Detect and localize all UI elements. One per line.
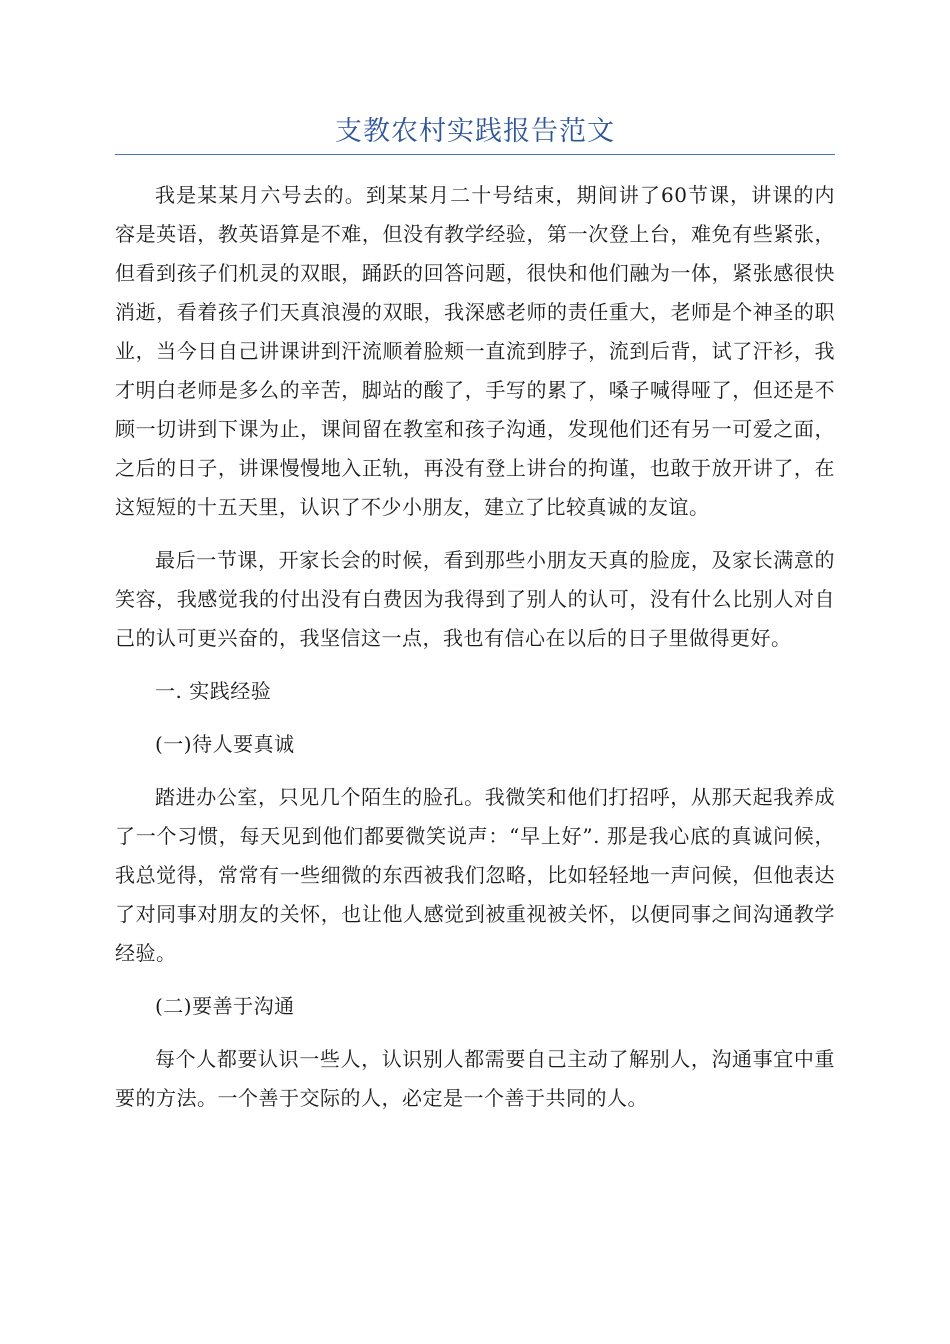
title-underline [115, 154, 835, 155]
document-body [115, 176, 835, 1118]
section-heading: 一. 实践经验 [155, 679, 272, 703]
document-title: 支教农村实践报告范文 [335, 116, 615, 147]
paragraph: 最后一节课，开家长会的时候，看到那些小朋友天真的脸庞，及家长满意的笑容，我感觉我的付出没有白费因为我得到了别人的认可，没有什么比别人对自己的认可更兴奋的，我坚信这一点，我也有信心在以后的日子里做得更好。 [115, 548, 835, 650]
paragraph: 每个人都要认识一些人，认识别人都需要自己主动了解别人，沟通事宜中重要的方法。一个善于交际的人，必定是一个善于共同的人。 [115, 1047, 835, 1110]
paragraph: 踏进办公室，只见几个陌生的脸孔。我微笑和他们打招呼，从那天起我养成了一个习惯，每天见到他们都要微笑说声：“早上好”. 那是我心底的真诚问候，我总觉得，常常有一些细微的东西被我们忽略，比如轻轻地一声问候，但他表达了对同事对朋友的关怀，也让他人感觉到被重视被关怀，以便同事之间沟通教学经验。 [115, 785, 835, 965]
paragraph: 我是某某月六号去的。到某某月二十号结束，期间讲了60节课，讲课的内容是英语，教英语算是不难，但没有教学经验，第一次登上台，难免有些紧张，但看到孩子们机灵的双眼，踊跃的回答问题，很快和他们融为一体，紧张感很快消逝，看着孩子们天真浪漫的双眼，我深感老师的责任重大，老师是个神圣的职业，当今日自己讲课讲到汗流顺着脸颊一直流到脖子，流到后背，试了汗衫，我才明白老师是多么的辛苦，脚站的酸了，手写的累了，嗓子喊得哑了，但还是不顾一切讲到下课为止，课间留在教室和孩子沟通，发现他们还有另一可爱之面，之后的日子，讲课慢慢地入正轨，再没有登上讲台的拘谨，也敢于放开讲了，在这短短的十五天里，认识了不少小朋友，建立了比较真诚的友谊。 [115, 183, 835, 519]
subsection-heading: (一)待人要真诚 [155, 732, 295, 756]
subsection-heading: (二)要善于沟通 [155, 994, 295, 1018]
